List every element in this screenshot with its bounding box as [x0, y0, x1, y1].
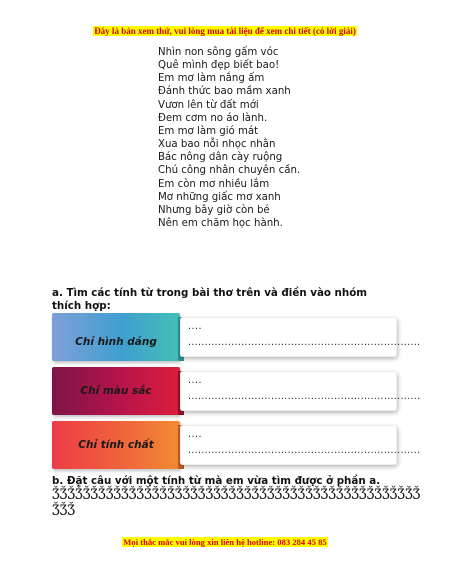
poem-line: Bác nông dân cày ruộng: [158, 152, 283, 164]
poem-line: Nên em chăm học hành.: [158, 218, 283, 230]
adjective-group-shape: [52, 313, 421, 361]
poem-line: Đem cơm no áo lành.: [158, 112, 268, 124]
answer-card[interactable]: [180, 425, 421, 465]
hotline-text: Mọi thắc mắc vui lòng xin liên hệ hotline: 083 284 45 85: [123, 537, 327, 547]
poem-line: Chú công nhân chuyên cần.: [158, 165, 301, 177]
poem-line: Em còn mơ nhiều lắm: [158, 178, 270, 190]
adjective-group-quality: [52, 421, 421, 469]
poem-block: [158, 46, 418, 230]
group-label: Chỉ hình dáng: [75, 336, 157, 348]
preview-notice-text: Đây là bản xem thử, vui lòng mua tài liệu để xem chi tiết (có lời giải): [94, 26, 356, 36]
preview-notice-banner: [0, 26, 450, 36]
group-label-box: [52, 313, 180, 361]
poem-line: Quê mình đẹp biết bao!: [158, 60, 280, 72]
poem-line: Em mơ làm nắng ấm: [158, 73, 265, 85]
group-label-box: [52, 421, 180, 469]
hotline-banner: [0, 537, 450, 547]
question-b-heading: b. Đặt câu với một tính từ mà em vừa tìm được ở phần a.: [52, 475, 381, 487]
poem-line: Đánh thức bao mầm xanh: [158, 86, 291, 98]
question-a-heading: a. Tìm các tính từ trong bài thơ trên và điền vào nhóm thích hợp:: [52, 287, 368, 312]
poem-line: Nhìn non sông gấm vóc: [158, 47, 279, 58]
answer-card[interactable]: [180, 371, 421, 411]
answer-line-short: ....: [188, 321, 203, 332]
poem-line: Em mơ làm gió mát: [158, 125, 259, 137]
answer-line-long: ......................................................................: [188, 337, 421, 348]
answer-line-long: ......................................................................: [188, 445, 421, 456]
answer-line-long: ......................................................................: [188, 391, 421, 402]
group-label-box: [52, 367, 180, 415]
group-label: Chỉ tính chất: [78, 439, 154, 451]
poem-line: Vươn lên từ đất mới: [158, 99, 259, 111]
poem-line: Xua bao nỗi nhọc nhằn: [158, 139, 276, 151]
answer-line-short: ....: [188, 429, 203, 440]
answer-card[interactable]: [180, 317, 421, 357]
group-label: Chỉ màu sắc: [80, 385, 152, 397]
adjective-group-color: [52, 367, 421, 415]
poem-line: Mơ những giấc mơ xanh: [158, 191, 281, 203]
poem-line: Nhưng bây giờ còn bé: [158, 204, 270, 216]
answer-area[interactable]: ǮǮǮǮǮǮǮǮǮǮǮǮǮǮǮǮǮǮǮǮǮǮǮǮǮǮǮǮǮǮǮǮǮǮǮǮǮǮǮǮǮǮǮǮǮǮǮǮǮǮǮ: [52, 487, 421, 519]
answer-line-short: ....: [188, 375, 203, 386]
